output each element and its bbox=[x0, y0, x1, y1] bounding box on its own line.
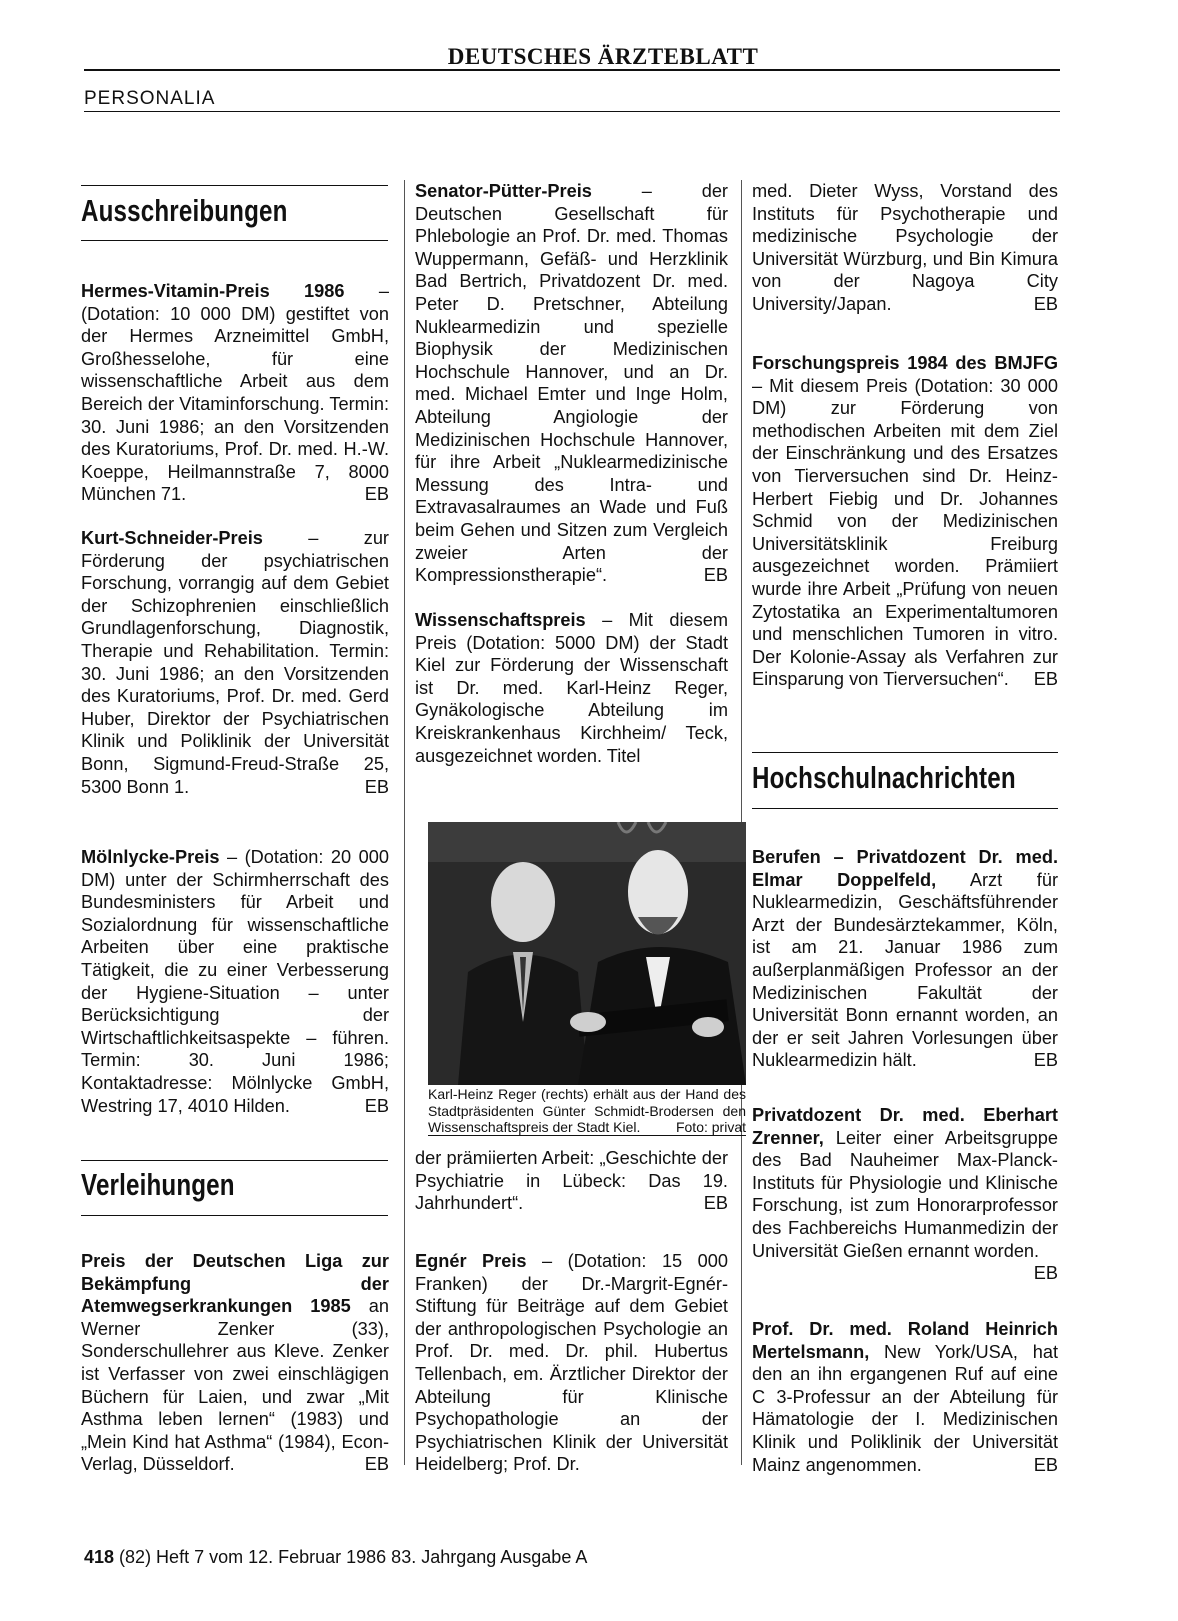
article-wyss bbox=[752, 180, 1058, 316]
article-title: Hermes-Vitamin-Preis 1986 bbox=[81, 281, 345, 301]
article-text: an Werner Zenker (33), Sonderschullehrer aus Kleve. Zenker ist Verfasser von zwei einschlägigen Büchern für Laien, und zwar „Mit Asthma leben lernen“ (1983) und „Mein Kind hat Asthma“ (1984), Econ-Verlag, Düsseldorf. bbox=[81, 1296, 389, 1475]
article-text: der prämiierten Arbeit: „Geschichte der Psychiatrie in Lübeck: Das 19. Jahrhundert“. bbox=[415, 1148, 728, 1214]
article-title: Wissenschaftspreis bbox=[415, 610, 586, 630]
footer-text: (82) Heft 7 vom 12. Februar 1986 83. Jahrgang Ausgabe A bbox=[114, 1547, 588, 1567]
article-hermes bbox=[81, 280, 389, 506]
article-schneider bbox=[81, 527, 389, 798]
article-title: Forschungspreis 1984 des BMJFG bbox=[752, 353, 1058, 373]
award-photo bbox=[428, 822, 746, 1085]
eb-mark: EB bbox=[1033, 1454, 1058, 1475]
article-title: Mölnlycke-Preis bbox=[81, 847, 220, 867]
article-continued bbox=[415, 1147, 728, 1215]
caption-text: Karl-Heinz Reger (rechts) erhält aus der Hand des Stadtpräsidenten Günter Schmidt-Brodersen den Wissenschaftspreis der Stadt Kiel. bbox=[428, 1086, 746, 1135]
article-doppelfeld bbox=[752, 846, 1058, 1072]
heading-rule-top bbox=[81, 185, 388, 186]
heading-rule-top bbox=[752, 752, 1058, 753]
eb-mark: EB bbox=[364, 776, 389, 797]
masthead: DEUTSCHES ÄRZTEBLATT bbox=[447, 44, 759, 69]
article-text: – zur Förderung der psychiatrischen Forschung, vorrangig auf dem Gebiet der Schizophrenien einschließlich Grundlagenforschung, Diagnostik, Therapie und Rehabilitation. Termin: 30. Juni 1986; an den Vorsitzenden des Kuratoriums, Prof. Dr. med. Gerd Huber, Direktor der Psychiatrischen Klinik und Poliklinik der Universität Bonn, Sigmund-Freud-Straße 25, 5300 Bonn 1. bbox=[81, 528, 389, 797]
article-text: Leiter einer Arbeitsgruppe des Bad Nauheimer Max-Planck-Instituts für Physiologie und Klinische Forschung, ist zum Honorarprofessor des Fachbereichs Humanmedizin der Universität Gießen ernannt worden. bbox=[752, 1127, 1058, 1261]
heading-rule-bottom bbox=[81, 240, 388, 241]
section-title: PERSONALIA bbox=[84, 88, 216, 109]
article-text: – (Dotation: 10 000 DM) gestiftet von der Hermes Arzneimittel GmbH, Großhesselohe, für eine wissenschaftliche Arbeit aus dem Bereich der Vitaminforschung. Termin: 30. Juni 1986; an den Vorsitzenden des Kuratoriums, Prof. Dr. med. H.-W. Koeppe, Heilmannstraße 7, 8000 München 71. bbox=[81, 281, 389, 505]
article-zrenner bbox=[752, 1104, 1058, 1285]
article-text: – Mit diesem Preis (Dotation: 30 000 DM) zur Förderung von methodischen Arbeiten mit dem Ziel der Einschränkung und des Ersatzes von Tierversuchen sind Dr. Heinz-Herbert Fiebig und Dr. Johannes Schmid von der Medizinischen Universitätsklinik Freiburg ausgezeichnet worden. Prämiiert wurde ihre Arbeit „Prüfung von neuen Zytostatika an Experimentaltumoren und menschlichen Tumoren in vitro. Der Kolonie-Assay als Verfahren zur Einsparung von Tierversuchen“. bbox=[752, 375, 1058, 690]
article-title: Preis der Deutschen Liga zur Bekämpfung der Atemwegserkrankungen 1985 bbox=[81, 1251, 389, 1317]
article-egner bbox=[415, 1250, 728, 1476]
article-puetter bbox=[415, 180, 728, 587]
heading-hochschulnachrichten: Hochschulnachrichten bbox=[752, 760, 1016, 795]
article-text: New York/USA, hat den an ihn ergangenen Ruf auf eine C 3-Professur an der Abteilung für Hämatologie der I. Medizinischen Klinik und Poliklinik der Universität Mainz angenommen. bbox=[752, 1341, 1058, 1475]
article-wissenschaftspreis bbox=[415, 609, 728, 767]
article-title: Egnér Preis bbox=[415, 1251, 527, 1271]
article-text: Arzt für Nuklearmedizin, Geschäftsführender Arzt der Bundesärztekammer, Köln, ist am 21. Januar 1986 zum außerplanmäßigen Professor an der Medizinischen Fakultät der Universität Bonn ernannt worden, an der er seit Jahren Vorlesungen über Nuklearmedizin hält. bbox=[752, 869, 1058, 1071]
heading-ausschreibungen: Ausschreibungen bbox=[81, 193, 288, 228]
column-divider bbox=[404, 180, 405, 1465]
heading-rule-bottom bbox=[752, 808, 1058, 809]
header-rule bbox=[84, 69, 1060, 71]
article-moelnlycke bbox=[81, 846, 389, 1117]
article-text: – (Dotation: 20 000 DM) unter der Schirmherrschaft des Bundesministers für Arbeit und Sozialordnung für wissenschaftliche Arbeiten über eine praktische Tätigkeit, die zu einer Verbesserung der Hygiene-Situation – unter Berücksichtigung der Wirtschaftlichkeitsaspekte – führen. Termin: 30. Juni 1986; Kontaktadresse: Mölnlycke GmbH, Westring 17, 4010 Hilden. bbox=[81, 847, 389, 1116]
eb-mark: EB bbox=[1033, 293, 1058, 314]
photo-credit: Foto: privat bbox=[675, 1119, 746, 1135]
article-text: – (Dotation: 15 000 Franken) der Dr.-Margrit-Egnér-Stiftung für Beiträge auf dem Gebiet der anthropologischen Psychologie an Prof. Dr. med. Dr. phil. Hubertus Tellenbach, em. Ärztlicher Direktor der Abteilung für Klinische Psychopathologie an der Psychiatrischen Klinik der Universität Heidelberg; Prof. Dr. bbox=[415, 1251, 728, 1475]
article-title: Prof. Dr. med. Roland Heinrich Mertelsmann, bbox=[752, 1319, 1058, 1362]
article-title: Berufen – Privatdozent Dr. med. Elmar Doppelfeld, bbox=[752, 847, 1058, 890]
article-text: – der Deutschen Gesellschaft für Phlebologie an Prof. Dr. med. Thomas Wuppermann, Gefäß- und Herzklinik Bad Bertrich, Privatdozent Dr. med. Peter D. Pretschner, Abteilung Nuklearmedizin und spezielle Biophysik der Medizinischen Hochschule Hannover, und an Dr. med. Michael Emter und Inge Holm, Abteilung Angiologie der Medizinischen Hochschule Hannover, für ihre Arbeit „Nuklearmedizinische Messung des Intra- und Extravasalraumes an Wade und Fuß beim Gehen und Sitzen zum Vergleich zweier Arten der Kompressionstherapie“. bbox=[415, 181, 728, 586]
heading-rule-bottom bbox=[81, 1215, 388, 1216]
article-mertelsmann bbox=[752, 1318, 1058, 1476]
eb-mark: EB bbox=[703, 1193, 728, 1214]
page-footer bbox=[84, 1547, 587, 1568]
photo-caption bbox=[428, 1086, 746, 1136]
article-title: Kurt-Schneider-Preis bbox=[81, 528, 263, 548]
photo-illustration bbox=[428, 822, 746, 1085]
eb-mark: EB bbox=[1033, 669, 1058, 690]
article-bmjfg bbox=[752, 352, 1058, 691]
heading-rule-top bbox=[81, 1160, 388, 1161]
article-title: Senator-Pütter-Preis bbox=[415, 181, 592, 201]
eb-mark: EB bbox=[1033, 1050, 1058, 1071]
caption-rule bbox=[428, 1135, 746, 1136]
section-rule bbox=[84, 111, 1060, 112]
article-text: – Mit diesem Preis (Dotation: 5000 DM) der Stadt Kiel zur Förderung der Wissenschaft ist Dr. med. Karl-Heinz Reger, Gynäkologische Abteilung im Kreiskrankenhaus Kirchheim/ Teck, ausgezeichnet worden. Titel bbox=[415, 610, 728, 766]
eb-mark: EB bbox=[1033, 1263, 1058, 1284]
page-number: 418 bbox=[84, 1547, 115, 1567]
article-liga bbox=[81, 1250, 389, 1476]
article-text: med. Dieter Wyss, Vorstand des Instituts für Psychotherapie und medizinische Psychologie der Universität Würzburg, und Bin Kimura von der Nagoya City University/Japan. bbox=[752, 181, 1058, 314]
eb-mark: EB bbox=[364, 1454, 389, 1475]
heading-verleihungen: Verleihungen bbox=[81, 1167, 235, 1202]
eb-mark: EB bbox=[364, 484, 389, 505]
article-title: Privatdozent Dr. med. Eberhart Zrenner, bbox=[752, 1105, 1058, 1148]
eb-mark: EB bbox=[364, 1095, 389, 1116]
eb-mark: EB bbox=[703, 565, 728, 586]
